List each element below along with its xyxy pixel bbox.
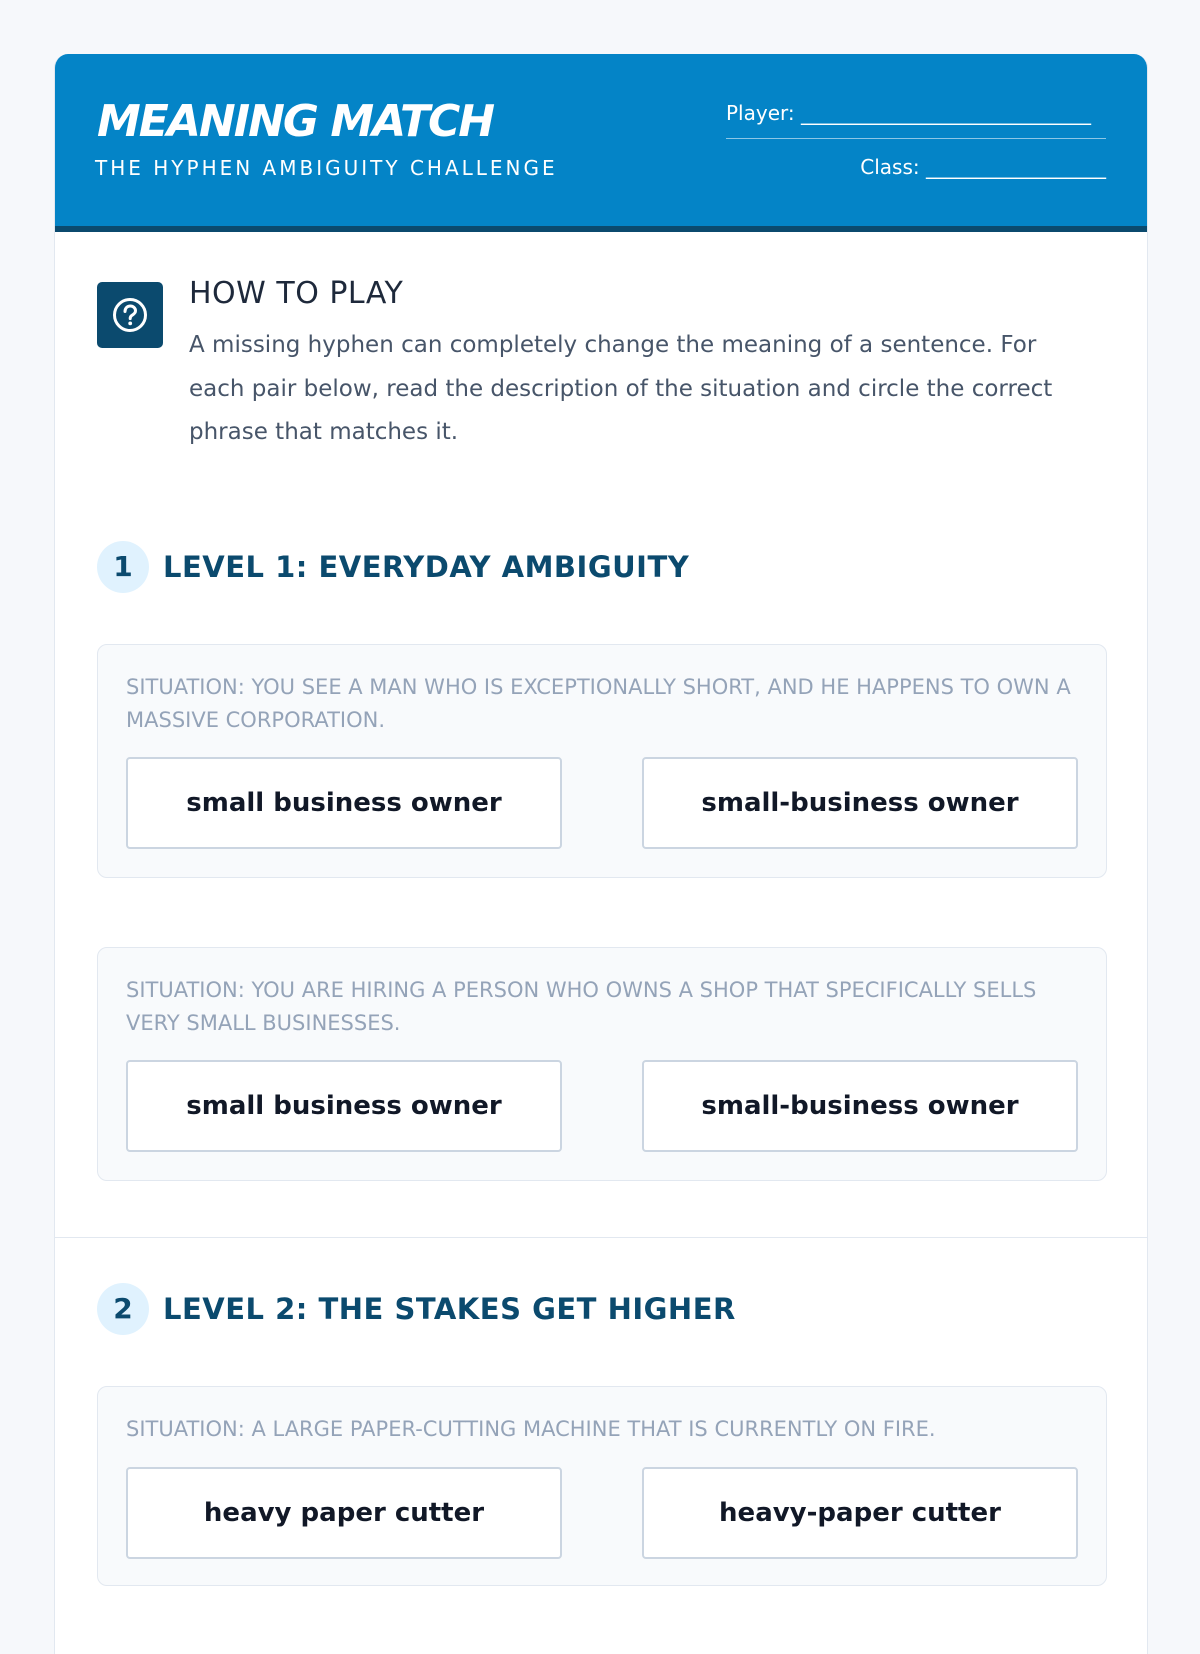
class-label: Class: — [860, 155, 920, 179]
question-card — [97, 644, 1107, 878]
section-divider — [55, 1237, 1147, 1238]
situation-text: SITUATION: A LARGE PAPER-CUTTING MACHINE THAT IS CURRENTLY ON FIRE. — [126, 1417, 936, 1441]
situation-text: SITUATION: YOU SEE A MAN WHO IS EXCEPTIONALLY SHORT, AND HE HAPPENS TO OWN A MASSIVE CORPORATION. — [126, 675, 1071, 732]
player-field[interactable] — [726, 98, 1106, 139]
worksheet-subtitle: THE HYPHEN AMBIGUITY CHALLENGE — [95, 156, 558, 180]
option-a-button[interactable]: small business owner — [126, 757, 562, 849]
how-to-play-title: HOW TO PLAY — [189, 276, 404, 311]
how-to-play-text: A missing hyphen can completely change the meaning of a sentence. For each pair below, read the description of the situation and circle the correct phrase that matches it. — [189, 332, 1053, 445]
question-circle-icon — [97, 282, 163, 348]
question-card — [97, 1386, 1107, 1586]
level-1-title: LEVEL 1: EVERYDAY AMBIGUITY — [163, 550, 690, 584]
situation-text: SITUATION: YOU ARE HIRING A PERSON WHO OWNS A SHOP THAT SPECIFICALLY SELLS VERY SMALL BUSINESSES. — [126, 978, 1037, 1035]
option-a-button[interactable]: heavy paper cutter — [126, 1467, 562, 1559]
level-1-badge: 1 — [97, 541, 149, 593]
class-blank[interactable]: __________________ — [926, 155, 1106, 179]
player-label: Player: — [726, 101, 795, 125]
option-b-button[interactable]: small-business owner — [642, 1060, 1078, 1152]
level-2-badge: 2 — [97, 1283, 149, 1335]
header-banner — [55, 54, 1147, 232]
question-card — [97, 947, 1107, 1181]
option-b-button[interactable]: heavy-paper cutter — [642, 1467, 1078, 1559]
level-2-title: LEVEL 2: THE STAKES GET HIGHER — [163, 1292, 736, 1326]
option-b-button[interactable]: small-business owner — [642, 757, 1078, 849]
player-blank[interactable]: _____________________________ — [800, 101, 1091, 125]
worksheet-title: MEANING MATCH — [97, 96, 494, 147]
worksheet-card — [54, 54, 1148, 1654]
option-a-button[interactable]: small business owner — [126, 1060, 562, 1152]
class-field[interactable] — [726, 152, 1106, 188]
